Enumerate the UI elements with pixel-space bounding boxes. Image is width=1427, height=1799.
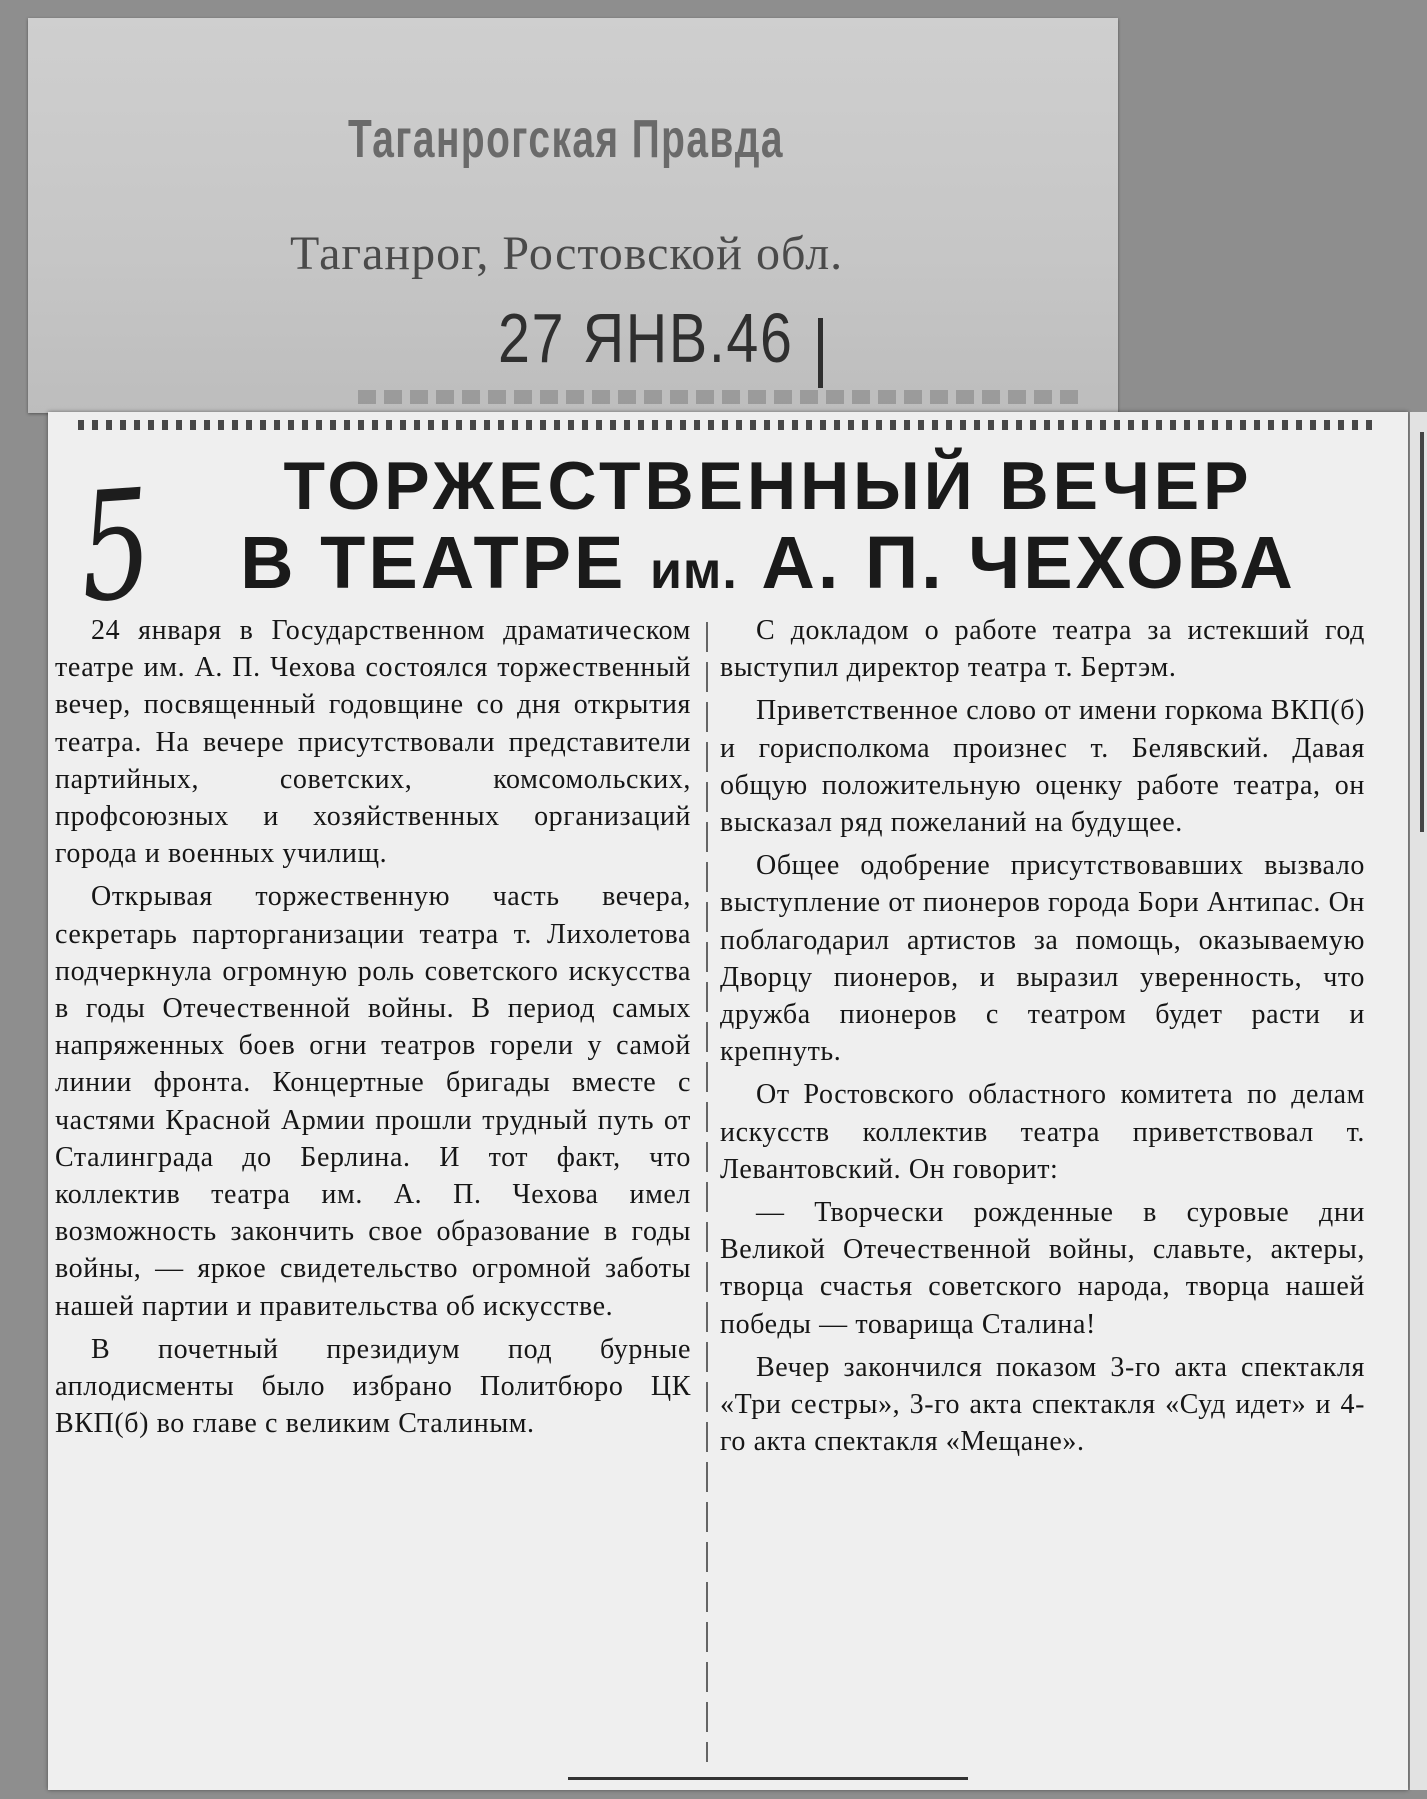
headline-line-2-part-a: В ТЕАТРЕ — [240, 521, 627, 604]
stamp-newspaper-name: Таганрогская Правда — [348, 109, 784, 169]
stamp-city: Таганрог, Ростовской обл. — [290, 227, 844, 280]
paragraph: От Ростовского областного комитета по делам искусств коллектив театра приветствовал т. Левантовский. Он говорит: — [720, 1079, 1365, 1185]
top-dotted-rule — [78, 420, 1378, 430]
clipping-stamp-label — [28, 18, 1118, 413]
paragraph: — Творчески рожденные в суровые дни Великой Отечественной войны, славьте, актеры, творца счастья советского народа, творца нашей победы — товарища Сталина! — [720, 1197, 1365, 1340]
adjacent-column-edge — [1410, 412, 1427, 1790]
paragraph: С докладом о работе театра за истекший год выступил директор театра т. Бертэм. — [720, 615, 1365, 684]
paragraph: Общее одобрение присутствовавших вызвало выступление от пионеров города Бори Антипас. Он поблагодарил артистов за помощь, оказываемую Дворцу пионеров, и выразил уверенность, что дружба пионеров с театром будет расти и крепнуть. — [720, 850, 1365, 1068]
faded-bleed-through-text — [358, 390, 1078, 404]
headline-line-2-part-c: А. П. ЧЕХОВА — [761, 521, 1296, 604]
newspaper-clipping — [48, 412, 1408, 1790]
paragraph: 24 января в Государственном драматическом театре им. А. П. Чехова состоялся торжественный вечер, посвященный годовщине со дня открытия театра. На вечере присутствовали представители партийных, советских, комсомольских, профсоюзных и хозяйственных организаций города и военных училищ. — [55, 615, 691, 870]
paragraph: Приветственное слово от имени горкома ВКП(б) и горисполкома произнес т. Белявский. Давая общую положительную оценку работе театра, он высказал ряд пожеланий на будущее. — [720, 695, 1365, 839]
headline-line-2-part-b: им. — [649, 542, 738, 600]
article-right-column — [720, 612, 1365, 1466]
adjacent-column-rule — [1420, 432, 1424, 832]
article-left-column — [48, 612, 691, 1448]
headline-line-2 — [198, 521, 1338, 604]
headline-line-1: ТОРЖЕСТВЕННЫЙ ВЕЧЕР — [283, 448, 1253, 524]
column-divider — [706, 622, 708, 1762]
handwritten-number-mark: 5 — [73, 457, 158, 637]
paragraph: Открывая торжественную часть вечера, секретарь парторганизации театра т. Лихолетова подчеркнула огромную роль советского искусства в годы Отечественной войны. В период самых напряженных боев огни театров горели у самой линии фронта. Концертные бригады вместе с частями Красной Армии прошли трудный путь от Сталинграда до Берлина. И тот факт, что коллектив театра им. А. П. Чехова имел возможность закончить свое образование в годы войны, — яркое свидетельство огромной заботы нашей партии и правительства об искусстве. — [55, 881, 691, 1322]
stamp-date: 27 ЯНВ.46 — [498, 299, 794, 377]
paragraph: В почетный президиум под бурные аплодисменты было избрано Политбюро ЦК ВКП(б) во главе с великим Сталиным. — [55, 1333, 691, 1440]
article-headline — [198, 448, 1338, 604]
bottom-rule — [568, 1777, 968, 1780]
stamp-date-bar — [818, 318, 823, 388]
paragraph: Вечер закончился показом 3-го акта спектакля «Три сестры», 3-го акта спектакля «Суд идет» и 4-го акта спектакля «Мещане». — [720, 1351, 1365, 1458]
